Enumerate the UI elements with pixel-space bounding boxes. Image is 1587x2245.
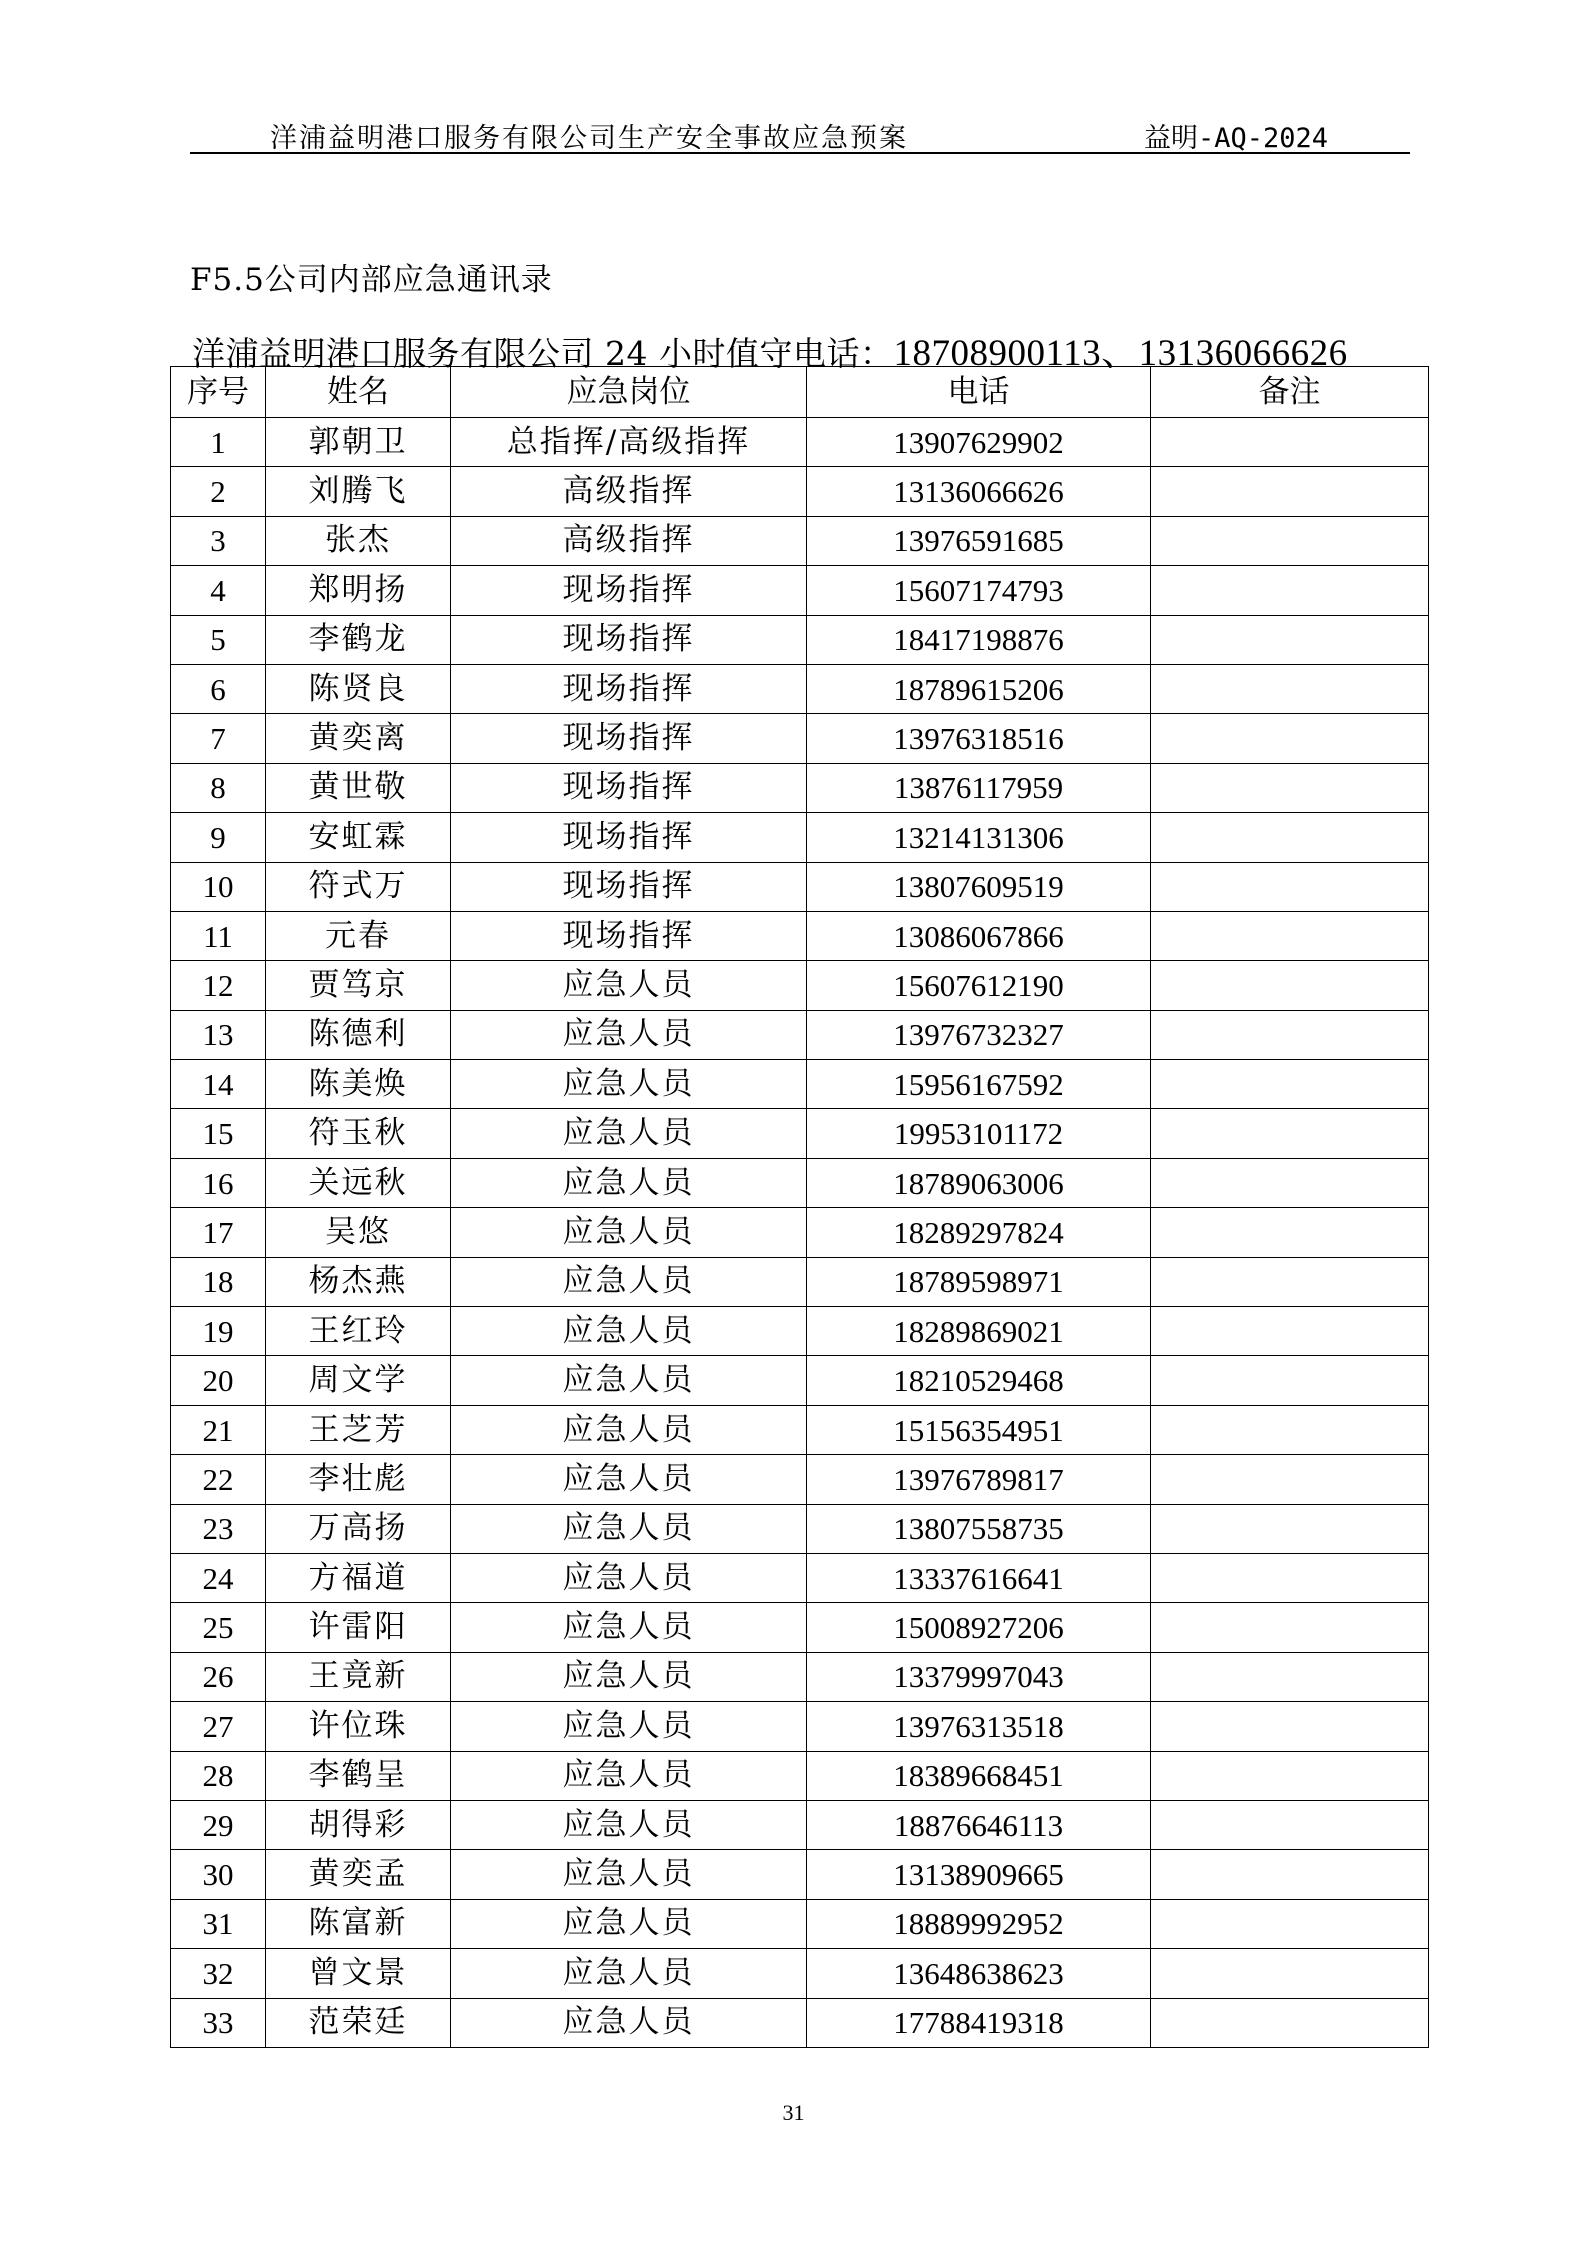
cell-note bbox=[1151, 1455, 1429, 1504]
cell-phone: 17788419318 bbox=[807, 1998, 1151, 2047]
cell-no: 26 bbox=[171, 1652, 266, 1701]
cell-note bbox=[1151, 1010, 1429, 1059]
cell-no: 31 bbox=[171, 1899, 266, 1948]
cell-phone: 18417198876 bbox=[807, 615, 1151, 664]
cell-no: 21 bbox=[171, 1405, 266, 1454]
cell-no: 9 bbox=[171, 813, 266, 862]
cell-phone: 13976318516 bbox=[807, 714, 1151, 763]
cell-note bbox=[1151, 1899, 1429, 1948]
cell-role: 应急人员 bbox=[451, 961, 807, 1010]
table-row bbox=[171, 1998, 1429, 2047]
table-row bbox=[171, 467, 1429, 516]
table-row bbox=[171, 1356, 1429, 1405]
cell-phone: 13907629902 bbox=[807, 418, 1151, 467]
hotline-numbers: 18708900113、13136066626 bbox=[893, 333, 1348, 374]
cell-phone: 13138909665 bbox=[807, 1850, 1151, 1899]
table-row bbox=[171, 862, 1429, 911]
section-heading: F5.5公司内部应急通讯录 bbox=[190, 262, 553, 298]
cell-name: 方福道 bbox=[266, 1553, 451, 1602]
cell-role: 应急人员 bbox=[451, 1405, 807, 1454]
cell-role: 应急人员 bbox=[451, 1109, 807, 1158]
table-row bbox=[171, 1010, 1429, 1059]
cell-no: 3 bbox=[171, 516, 266, 565]
cell-phone: 13976591685 bbox=[807, 516, 1151, 565]
cell-role: 现场指挥 bbox=[451, 714, 807, 763]
cell-name: 陈贤良 bbox=[266, 664, 451, 713]
cell-note bbox=[1151, 1504, 1429, 1553]
cell-phone: 13876117959 bbox=[807, 763, 1151, 812]
cell-no: 8 bbox=[171, 763, 266, 812]
cell-name: 郑明扬 bbox=[266, 566, 451, 615]
cell-phone: 18789063006 bbox=[807, 1158, 1151, 1207]
table-row bbox=[171, 911, 1429, 960]
cell-note bbox=[1151, 516, 1429, 565]
cell-role: 现场指挥 bbox=[451, 615, 807, 664]
cell-role: 总指挥/高级指挥 bbox=[451, 418, 807, 467]
cell-note bbox=[1151, 1949, 1429, 1998]
table-row bbox=[171, 516, 1429, 565]
cell-role: 应急人员 bbox=[451, 1010, 807, 1059]
cell-note bbox=[1151, 1603, 1429, 1652]
cell-no: 4 bbox=[171, 566, 266, 615]
cell-name: 周文学 bbox=[266, 1356, 451, 1405]
cell-no: 22 bbox=[171, 1455, 266, 1504]
cell-name: 李鹤呈 bbox=[266, 1751, 451, 1800]
cell-name: 吴悠 bbox=[266, 1208, 451, 1257]
cell-note bbox=[1151, 961, 1429, 1010]
table-row bbox=[171, 714, 1429, 763]
cell-name: 王芝芳 bbox=[266, 1405, 451, 1454]
cell-no: 25 bbox=[171, 1603, 266, 1652]
cell-note bbox=[1151, 1158, 1429, 1207]
cell-phone: 13807609519 bbox=[807, 862, 1151, 911]
cell-note bbox=[1151, 813, 1429, 862]
cell-note bbox=[1151, 1751, 1429, 1800]
cell-name: 元春 bbox=[266, 911, 451, 960]
table-row bbox=[171, 1751, 1429, 1800]
table-row bbox=[171, 1850, 1429, 1899]
cell-role: 现场指挥 bbox=[451, 664, 807, 713]
cell-role: 现场指挥 bbox=[451, 911, 807, 960]
table-row bbox=[171, 1455, 1429, 1504]
cell-no: 23 bbox=[171, 1504, 266, 1553]
cell-role: 应急人员 bbox=[451, 1751, 807, 1800]
cell-no: 15 bbox=[171, 1109, 266, 1158]
table-header-row bbox=[171, 367, 1429, 418]
cell-note bbox=[1151, 418, 1429, 467]
cell-note bbox=[1151, 1109, 1429, 1158]
cell-no: 33 bbox=[171, 1998, 266, 2047]
cell-phone: 15607174793 bbox=[807, 566, 1151, 615]
cell-no: 17 bbox=[171, 1208, 266, 1257]
cell-phone: 13807558735 bbox=[807, 1504, 1151, 1553]
cell-name: 曾文景 bbox=[266, 1949, 451, 1998]
column-header-role: 应急岗位 bbox=[451, 367, 807, 418]
cell-role: 应急人员 bbox=[451, 1850, 807, 1899]
cell-note bbox=[1151, 1652, 1429, 1701]
cell-name: 黄奕离 bbox=[266, 714, 451, 763]
cell-role: 高级指挥 bbox=[451, 516, 807, 565]
cell-name: 郭朝卫 bbox=[266, 418, 451, 467]
cell-no: 29 bbox=[171, 1800, 266, 1849]
column-header-note: 备注 bbox=[1151, 367, 1429, 418]
cell-note bbox=[1151, 467, 1429, 516]
cell-phone: 15956167592 bbox=[807, 1060, 1151, 1109]
cell-no: 19 bbox=[171, 1307, 266, 1356]
cell-no: 5 bbox=[171, 615, 266, 664]
cell-role: 高级指挥 bbox=[451, 467, 807, 516]
cell-note bbox=[1151, 1257, 1429, 1306]
column-header-name: 姓名 bbox=[266, 367, 451, 418]
cell-role: 现场指挥 bbox=[451, 763, 807, 812]
cell-role: 应急人员 bbox=[451, 1060, 807, 1109]
cell-no: 27 bbox=[171, 1702, 266, 1751]
cell-role: 现场指挥 bbox=[451, 813, 807, 862]
cell-phone: 13379997043 bbox=[807, 1652, 1151, 1701]
cell-no: 6 bbox=[171, 664, 266, 713]
cell-phone: 18289869021 bbox=[807, 1307, 1151, 1356]
cell-name: 刘腾飞 bbox=[266, 467, 451, 516]
cell-phone: 18876646113 bbox=[807, 1800, 1151, 1849]
table-row bbox=[171, 1899, 1429, 1948]
document-title: 洋浦益明港口服务有限公司生产安全事故应急预案 bbox=[270, 123, 908, 154]
cell-phone: 13976732327 bbox=[807, 1010, 1151, 1059]
cell-no: 16 bbox=[171, 1158, 266, 1207]
cell-no: 7 bbox=[171, 714, 266, 763]
cell-role: 应急人员 bbox=[451, 1356, 807, 1405]
cell-name: 符玉秋 bbox=[266, 1109, 451, 1158]
cell-name: 许雷阳 bbox=[266, 1603, 451, 1652]
cell-phone: 18210529468 bbox=[807, 1356, 1151, 1405]
table-row bbox=[171, 1405, 1429, 1454]
cell-name: 黄奕孟 bbox=[266, 1850, 451, 1899]
cell-role: 应急人员 bbox=[451, 1702, 807, 1751]
table-row bbox=[171, 813, 1429, 862]
cell-note bbox=[1151, 862, 1429, 911]
page-number: 31 bbox=[782, 2100, 805, 2125]
cell-note bbox=[1151, 1850, 1429, 1899]
cell-role: 应急人员 bbox=[451, 1899, 807, 1948]
cell-no: 11 bbox=[171, 911, 266, 960]
cell-no: 12 bbox=[171, 961, 266, 1010]
cell-role: 现场指挥 bbox=[451, 566, 807, 615]
cell-phone: 18789598971 bbox=[807, 1257, 1151, 1306]
cell-note bbox=[1151, 714, 1429, 763]
cell-name: 贾笃京 bbox=[266, 961, 451, 1010]
table-row bbox=[171, 1800, 1429, 1849]
cell-name: 胡得彩 bbox=[266, 1800, 451, 1849]
cell-name: 张杰 bbox=[266, 516, 451, 565]
column-header-no: 序号 bbox=[171, 367, 266, 418]
table-row bbox=[171, 664, 1429, 713]
table-row bbox=[171, 1208, 1429, 1257]
cell-role: 应急人员 bbox=[451, 1208, 807, 1257]
column-header-phone: 电话 bbox=[807, 367, 1151, 418]
table-row bbox=[171, 615, 1429, 664]
cell-note bbox=[1151, 1800, 1429, 1849]
cell-phone: 15156354951 bbox=[807, 1405, 1151, 1454]
table-row bbox=[171, 566, 1429, 615]
cell-role: 现场指挥 bbox=[451, 862, 807, 911]
cell-no: 1 bbox=[171, 418, 266, 467]
table-row bbox=[171, 1257, 1429, 1306]
cell-name: 黄世敬 bbox=[266, 763, 451, 812]
cell-name: 王竟新 bbox=[266, 1652, 451, 1701]
cell-no: 2 bbox=[171, 467, 266, 516]
cell-name: 关远秋 bbox=[266, 1158, 451, 1207]
contact-table bbox=[170, 366, 1429, 2048]
cell-phone: 13976313518 bbox=[807, 1702, 1151, 1751]
cell-note bbox=[1151, 1307, 1429, 1356]
table-row bbox=[171, 1060, 1429, 1109]
cell-note bbox=[1151, 763, 1429, 812]
table-row bbox=[171, 763, 1429, 812]
cell-role: 应急人员 bbox=[451, 1158, 807, 1207]
cell-phone: 18789615206 bbox=[807, 664, 1151, 713]
table-body bbox=[171, 418, 1429, 2048]
cell-role: 应急人员 bbox=[451, 1307, 807, 1356]
document-code: 益明-AQ-2024 bbox=[1143, 123, 1328, 154]
cell-note bbox=[1151, 1405, 1429, 1454]
cell-name: 安虹霖 bbox=[266, 813, 451, 862]
cell-name: 杨杰燕 bbox=[266, 1257, 451, 1306]
cell-name: 许位珠 bbox=[266, 1702, 451, 1751]
cell-no: 18 bbox=[171, 1257, 266, 1306]
table-row bbox=[171, 1307, 1429, 1356]
table-row bbox=[171, 1158, 1429, 1207]
cell-role: 应急人员 bbox=[451, 1949, 807, 1998]
cell-phone: 13976789817 bbox=[807, 1455, 1151, 1504]
cell-phone: 15607612190 bbox=[807, 961, 1151, 1010]
cell-note bbox=[1151, 1998, 1429, 2047]
cell-phone: 13214131306 bbox=[807, 813, 1151, 862]
cell-role: 应急人员 bbox=[451, 1553, 807, 1602]
cell-note bbox=[1151, 1208, 1429, 1257]
cell-role: 应急人员 bbox=[451, 1455, 807, 1504]
table-row bbox=[171, 1603, 1429, 1652]
cell-phone: 18389668451 bbox=[807, 1751, 1151, 1800]
cell-role: 应急人员 bbox=[451, 1504, 807, 1553]
cell-note bbox=[1151, 615, 1429, 664]
cell-phone: 13086067866 bbox=[807, 911, 1151, 960]
cell-note bbox=[1151, 911, 1429, 960]
cell-no: 20 bbox=[171, 1356, 266, 1405]
cell-role: 应急人员 bbox=[451, 1998, 807, 2047]
table-row bbox=[171, 418, 1429, 467]
hotline-label: 洋浦益明港口服务有限公司 24 小时值守电话： bbox=[192, 334, 894, 373]
cell-phone: 13648638623 bbox=[807, 1949, 1151, 1998]
cell-note bbox=[1151, 1060, 1429, 1109]
table-row bbox=[171, 1702, 1429, 1751]
cell-no: 30 bbox=[171, 1850, 266, 1899]
cell-no: 14 bbox=[171, 1060, 266, 1109]
cell-phone: 18289297824 bbox=[807, 1208, 1151, 1257]
cell-no: 13 bbox=[171, 1010, 266, 1059]
cell-role: 应急人员 bbox=[451, 1800, 807, 1849]
cell-phone: 13136066626 bbox=[807, 467, 1151, 516]
table-row bbox=[171, 1553, 1429, 1602]
cell-note bbox=[1151, 1356, 1429, 1405]
table-row bbox=[171, 1949, 1429, 1998]
cell-no: 32 bbox=[171, 1949, 266, 1998]
cell-no: 28 bbox=[171, 1751, 266, 1800]
cell-phone: 18889992952 bbox=[807, 1899, 1151, 1948]
table-row bbox=[171, 1109, 1429, 1158]
cell-note bbox=[1151, 664, 1429, 713]
cell-name: 符式万 bbox=[266, 862, 451, 911]
cell-note bbox=[1151, 1553, 1429, 1602]
cell-name: 陈德利 bbox=[266, 1010, 451, 1059]
cell-name: 陈美焕 bbox=[266, 1060, 451, 1109]
cell-note bbox=[1151, 566, 1429, 615]
cell-no: 10 bbox=[171, 862, 266, 911]
table-row bbox=[171, 1652, 1429, 1701]
table-row bbox=[171, 1504, 1429, 1553]
cell-role: 应急人员 bbox=[451, 1603, 807, 1652]
cell-name: 万高扬 bbox=[266, 1504, 451, 1553]
page-header bbox=[190, 112, 1410, 154]
cell-name: 范荣廷 bbox=[266, 1998, 451, 2047]
cell-name: 李壮彪 bbox=[266, 1455, 451, 1504]
cell-role: 应急人员 bbox=[451, 1257, 807, 1306]
cell-name: 陈富新 bbox=[266, 1899, 451, 1948]
cell-phone: 19953101172 bbox=[807, 1109, 1151, 1158]
cell-name: 李鹤龙 bbox=[266, 615, 451, 664]
table-row bbox=[171, 961, 1429, 1010]
cell-role: 应急人员 bbox=[451, 1652, 807, 1701]
cell-name: 王红玲 bbox=[266, 1307, 451, 1356]
cell-phone: 13337616641 bbox=[807, 1553, 1151, 1602]
cell-note bbox=[1151, 1702, 1429, 1751]
cell-phone: 15008927206 bbox=[807, 1603, 1151, 1652]
cell-no: 24 bbox=[171, 1553, 266, 1602]
